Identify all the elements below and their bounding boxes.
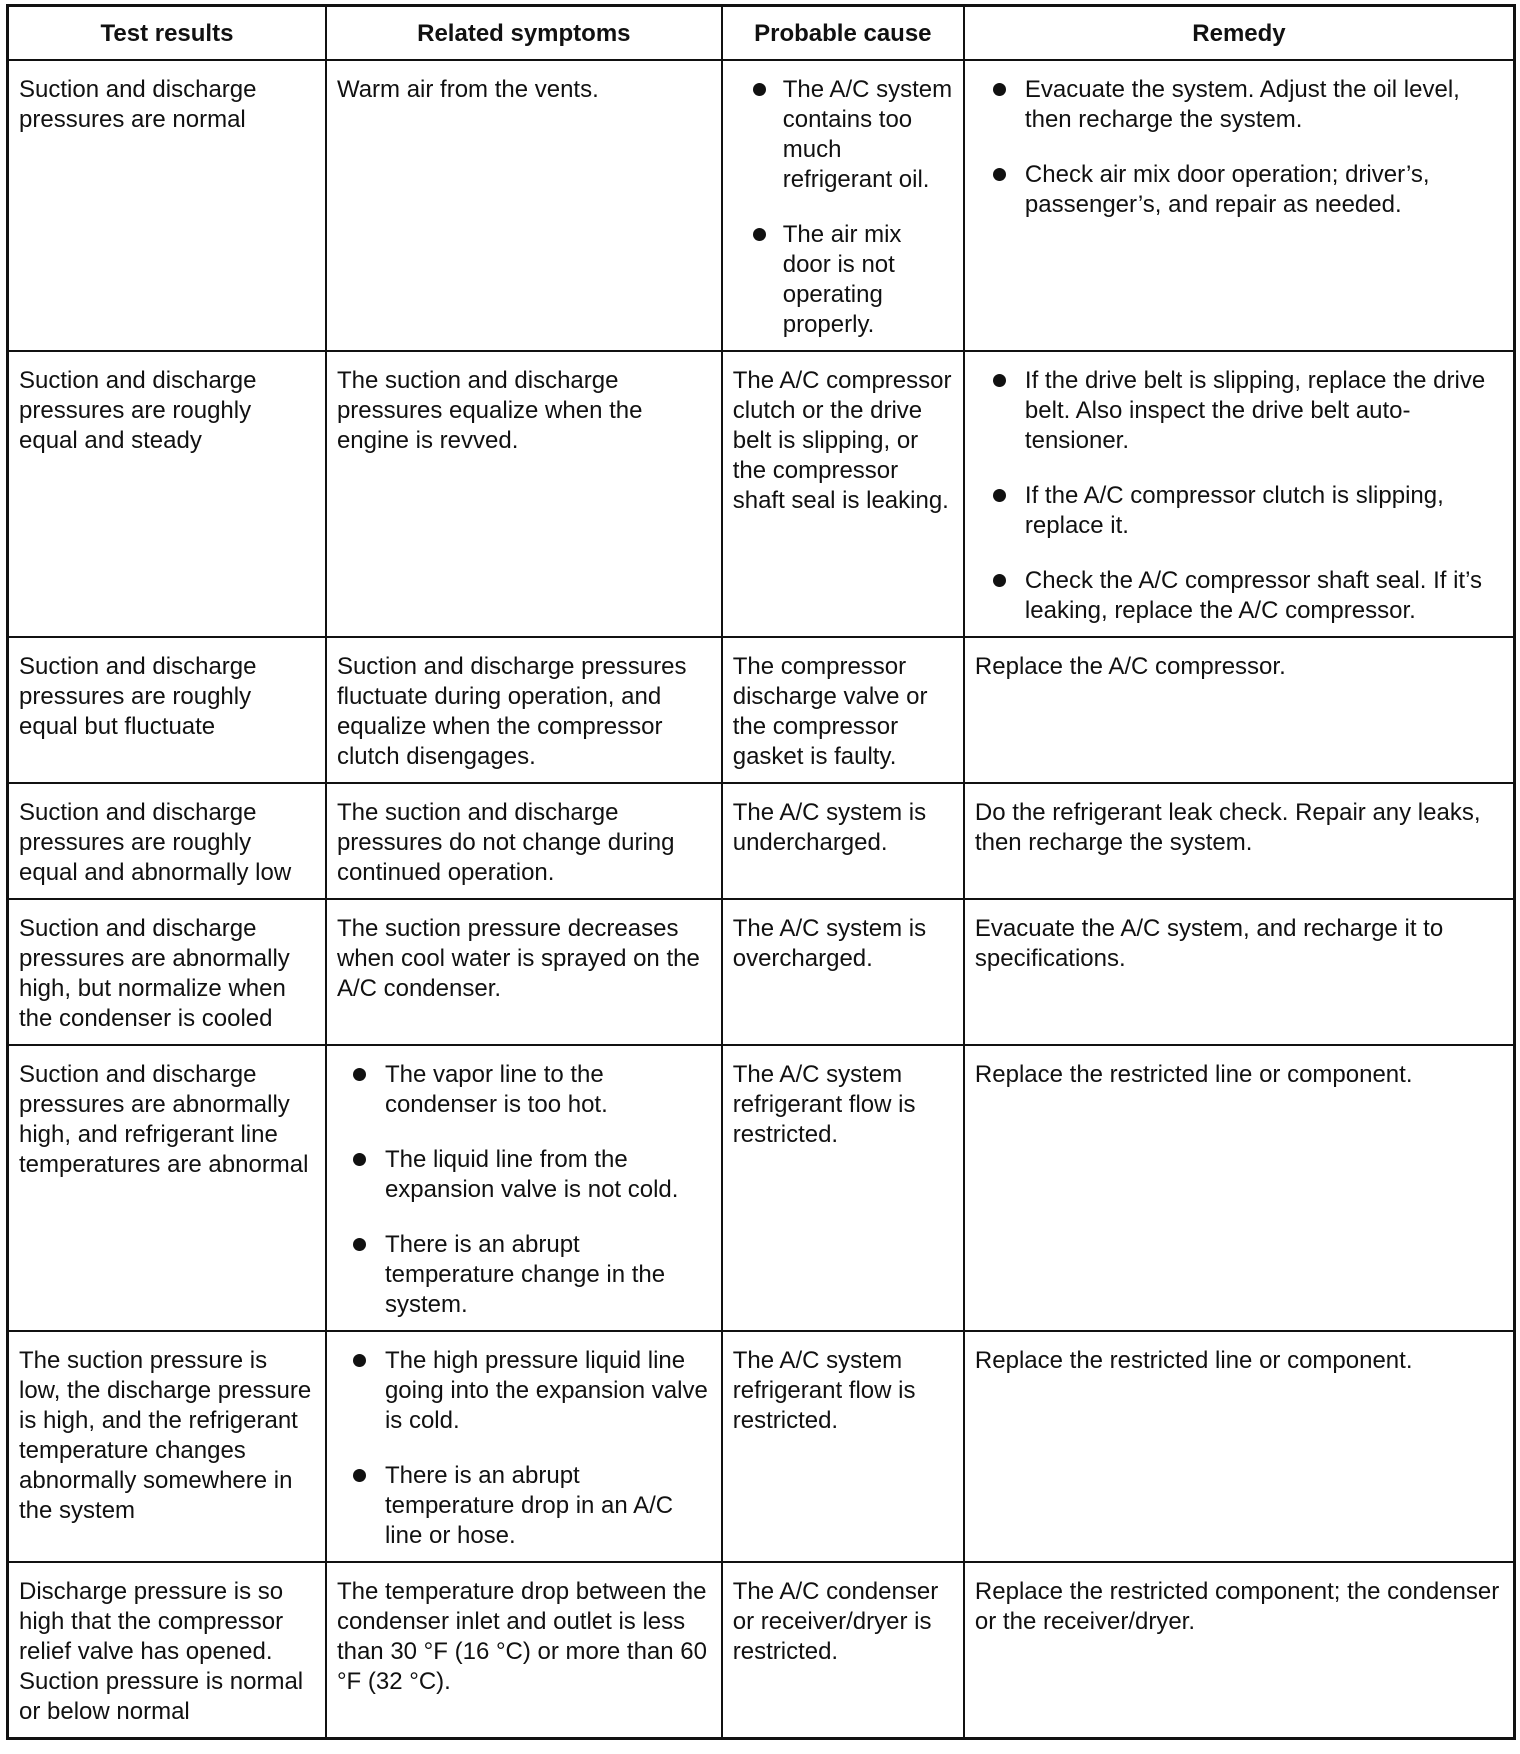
cell-remedy (964, 60, 1515, 351)
cell-test-result: Suction and discharge pressures are roughly equal but fluctuate (8, 637, 326, 783)
table-row (8, 1331, 1515, 1562)
bullet-item: The liquid line from the expansion valve is not cold. (337, 1145, 711, 1205)
cell-probable-cause (722, 1562, 964, 1739)
cell-test-result: Suction and discharge pressures are abnormally high, but normalize when the condenser is cooled (8, 899, 326, 1045)
bullet-item: There is an abrupt temperature change in the system. (337, 1230, 711, 1320)
cell-test-result: Suction and discharge pressures are abnormally high, and refrigerant line temperatures are abnormal (8, 1045, 326, 1331)
bullet-item: Check the A/C compressor shaft seal. If it’s leaking, replace the A/C compressor. (975, 566, 1503, 626)
cell-related-symptoms (326, 351, 722, 637)
bullet-item: Check air mix door operation; driver’s, passenger’s, and repair as needed. (975, 160, 1503, 220)
cell-text: Replace the A/C compressor. (974, 653, 1286, 680)
cell-remedy (964, 637, 1515, 783)
cell-test-result: Suction and discharge pressures are normal (8, 60, 326, 351)
cell-text: Do the refrigerant leak check. Repair any leaks, then recharge the system. (974, 799, 1481, 856)
bullet-item: The air mix door is not operating properly. (733, 220, 953, 340)
cell-related-symptoms (326, 783, 722, 899)
cell-text: The suction and discharge pressures do not change during continued operation. (336, 799, 675, 886)
cell-text: Suction and discharge pressures fluctuate during operation, and equalize when the compressor clutch disengages. (336, 653, 687, 770)
cell-related-symptoms (326, 1562, 722, 1739)
bullet-list (733, 75, 953, 340)
bullet-item: The A/C system contains too much refrigerant oil. (733, 75, 953, 195)
table-row (8, 783, 1515, 899)
cell-probable-cause (722, 783, 964, 899)
bullet-item: If the drive belt is slipping, replace the drive belt. Also inspect the drive belt auto-tensioner. (975, 366, 1503, 456)
cell-text: The A/C system is undercharged. (732, 799, 927, 856)
cell-test-result: Discharge pressure is so high that the compressor relief valve has opened. Suction pressure is normal or below normal (8, 1562, 326, 1739)
cell-related-symptoms (326, 899, 722, 1045)
cell-remedy (964, 1045, 1515, 1331)
cell-text: The compressor discharge valve or the compressor gasket is faulty. (732, 653, 928, 770)
table-row (8, 351, 1515, 637)
header-probable-cause: Probable cause (722, 6, 964, 61)
ac-troubleshooting-table (6, 4, 1516, 1740)
cell-probable-cause (722, 1331, 964, 1562)
cell-remedy (964, 1562, 1515, 1739)
cell-text: Evacuate the A/C system, and recharge it to specifications. (974, 915, 1444, 972)
cell-text: Replace the restricted line or component. (974, 1061, 1413, 1088)
header-related-symptoms: Related symptoms (326, 6, 722, 61)
cell-test-result: The suction pressure is low, the discharge pressure is high, and the refrigerant temperature changes abnormally somewhere in the system (8, 1331, 326, 1562)
table-row (8, 1562, 1515, 1739)
bullet-item: There is an abrupt temperature drop in an A/C line or hose. (337, 1461, 711, 1551)
cell-text: The A/C system refrigerant flow is restricted. (732, 1061, 916, 1148)
cell-text: The temperature drop between the condenser inlet and outlet is less than 30 °F (16 °C) or more than 60 °F (32 °C). (336, 1578, 707, 1695)
cell-remedy (964, 351, 1515, 637)
cell-probable-cause (722, 637, 964, 783)
cell-text: Replace the restricted component; the condenser or the receiver/dryer. (974, 1578, 1500, 1635)
cell-text: Warm air from the vents. (336, 76, 599, 103)
table-row (8, 1045, 1515, 1331)
cell-text: The suction and discharge pressures equalize when the engine is revved. (336, 367, 643, 454)
cell-probable-cause (722, 1045, 964, 1331)
table-header-row (8, 6, 1515, 61)
cell-related-symptoms (326, 637, 722, 783)
bullet-item: Evacuate the system. Adjust the oil level, then recharge the system. (975, 75, 1503, 135)
bullet-list (337, 1060, 711, 1320)
table-row (8, 899, 1515, 1045)
cell-probable-cause (722, 899, 964, 1045)
cell-probable-cause (722, 60, 964, 351)
cell-remedy (964, 899, 1515, 1045)
cell-text: The A/C system is overcharged. (732, 915, 927, 972)
cell-related-symptoms (326, 1045, 722, 1331)
cell-test-result: Suction and discharge pressures are roughly equal and abnormally low (8, 783, 326, 899)
header-test-results: Test results (8, 6, 326, 61)
troubleshooting-sheet (6, 4, 1516, 1740)
cell-related-symptoms (326, 1331, 722, 1562)
cell-remedy (964, 1331, 1515, 1562)
cell-text: The suction pressure decreases when cool water is sprayed on the A/C condenser. (336, 915, 700, 1002)
bullet-item: The vapor line to the condenser is too hot. (337, 1060, 711, 1120)
header-remedy: Remedy (964, 6, 1515, 61)
table-row (8, 60, 1515, 351)
table-body (8, 60, 1515, 1739)
bullet-item: The high pressure liquid line going into the expansion valve is cold. (337, 1346, 711, 1436)
cell-text: The A/C condenser or receiver/dryer is restricted. (732, 1578, 939, 1665)
cell-test-result: Suction and discharge pressures are roughly equal and steady (8, 351, 326, 637)
bullet-list (337, 1346, 711, 1551)
cell-text: The A/C system refrigerant flow is restricted. (732, 1347, 916, 1434)
table-row (8, 637, 1515, 783)
bullet-item: If the A/C compressor clutch is slipping, replace it. (975, 481, 1503, 541)
cell-text: Replace the restricted line or component. (974, 1347, 1413, 1374)
cell-text: The A/C compressor clutch or the drive belt is slipping, or the compressor shaft seal is leaking. (732, 367, 952, 514)
bullet-list (975, 75, 1503, 220)
cell-related-symptoms (326, 60, 722, 351)
cell-remedy (964, 783, 1515, 899)
cell-probable-cause (722, 351, 964, 637)
bullet-list (975, 366, 1503, 626)
